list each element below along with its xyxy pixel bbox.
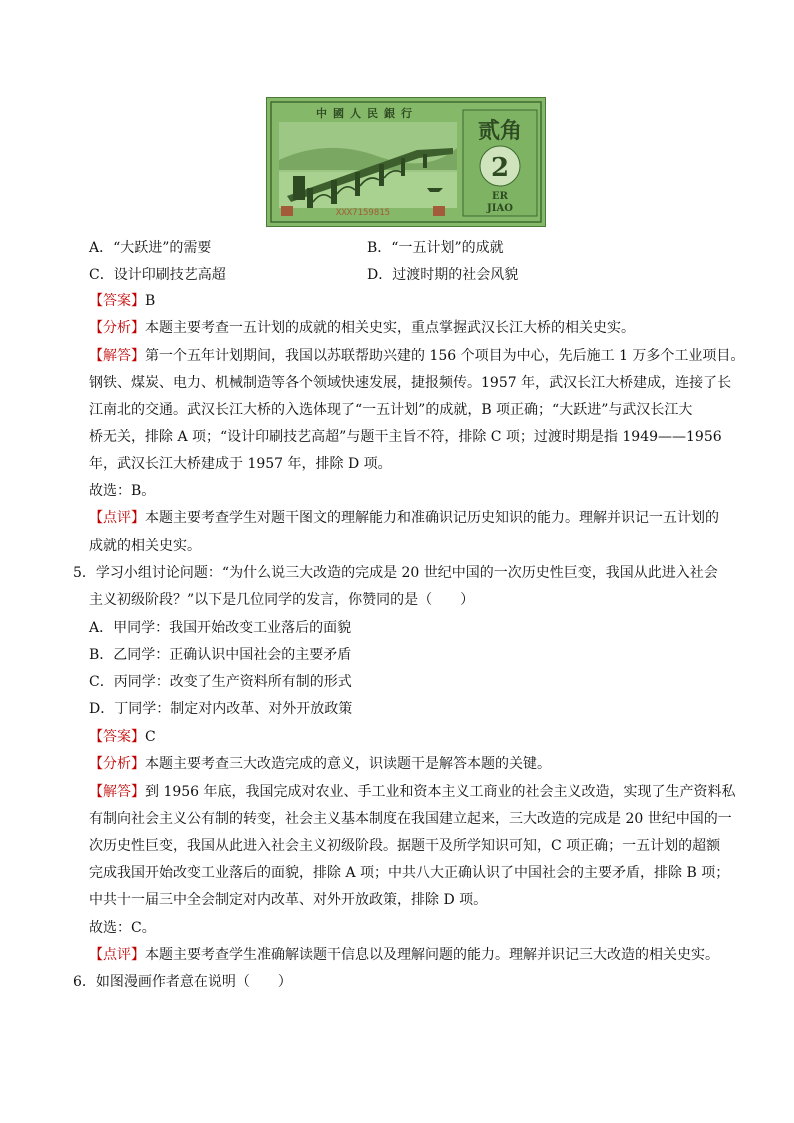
q6-stem: 6．如图漫画作者意在说明（ ） xyxy=(73,974,292,990)
banknote-seal-left xyxy=(281,206,293,216)
banknote-svg xyxy=(267,98,545,226)
q5-solution-text: 到 1956 年底，我国完成对农业、手工业和资本主义工商业的社会主义改造，实现了生产资料私 xyxy=(145,784,736,800)
q4-solution-line xyxy=(89,346,744,366)
banknote-bridge-tower xyxy=(293,176,305,200)
banknote-denomination-en-2: JIAO xyxy=(487,203,513,214)
q5-comment-text: 本题主要考查学生准确解读题干信息以及理解问题的能力。理解并识记三大改造的相关史实。 xyxy=(145,947,719,963)
q4-analysis-tag: 【分析】 xyxy=(89,320,145,336)
q5-analysis xyxy=(89,754,551,774)
q5-stem-line: 5．学习小组讨论问题：“为什么说三大改造的完成是 20 世纪中国的一次历史性巨变，我国从此进入社会 xyxy=(73,565,718,581)
q4-analysis xyxy=(89,318,635,338)
banknote-image xyxy=(266,97,546,227)
q5-answer xyxy=(89,727,156,747)
q4-answer-value: B xyxy=(145,293,156,309)
q5-answer-tag: 【答案】 xyxy=(89,729,145,745)
q4-solution-line: 桥无关，排除 A 项；“设计印刷技艺高超”与题干主旨不符，排除 C 项；过渡时期是指 1949——1956 xyxy=(89,429,722,445)
q5-analysis-tag: 【分析】 xyxy=(89,756,145,772)
q5-stem-line: 主义初级阶段？”以下是几位同学的发言，你赞同的是（ ） xyxy=(89,592,475,608)
q5-option-c: C．丙同学：改变了生产资料所有制的形式 xyxy=(89,674,352,690)
q5-comment-tag: 【点评】 xyxy=(89,947,145,963)
q5-conclusion: 故选：C。 xyxy=(89,920,156,936)
q4-comment-line: 成就的相关史实。 xyxy=(89,538,201,554)
banknote-denomination-en-1: ER xyxy=(492,191,508,202)
banknote-denomination-num: 2 xyxy=(490,153,510,183)
q4-conclusion: 故选：B。 xyxy=(89,483,156,499)
q4-solution-line: 年，武汉长江大桥建成于 1957 年，排除 D 项。 xyxy=(89,456,392,472)
q4-comment-text: 本题主要考查学生对题干图文的理解能力和准确识记历史知识的能力。理解并识记一五计划的 xyxy=(145,510,719,526)
banknote-serial: XXX7159815 xyxy=(335,208,391,218)
banknote-bank-name: 中國人民銀行 xyxy=(316,107,418,120)
q4-option-c: C．设计印刷技艺高超 xyxy=(89,267,226,283)
q5-solution-tag: 【解答】 xyxy=(89,784,145,800)
q5-answer-value: C xyxy=(145,729,156,745)
q5-solution-line: 有制向社会主义公有制的转变，社会主义基本制度在我国建立起来，三大改造的完成是 20 世纪中国的一 xyxy=(89,811,732,827)
q5-comment xyxy=(89,945,719,965)
banknote-denomination-cn: 贰角 xyxy=(477,118,523,144)
q5-solution-line: 中共十一届三中全会制定对内改革、对外开放政策，排除 D 项。 xyxy=(89,892,488,908)
q4-solution-line: 钢铁、煤炭、电力、机械制造等各个领域快速发展，捷报频传。1957 年，武汉长江大桥建成，连接了长 xyxy=(89,375,732,391)
q5-option-d: D．丁同学：制定对内改革、对外开放政策 xyxy=(89,701,353,717)
q4-comment-tag: 【点评】 xyxy=(89,510,145,526)
q4-comment-line xyxy=(89,508,719,528)
q4-solution-tag: 【解答】 xyxy=(89,348,145,364)
q4-option-d: D．过渡时期的社会风貌 xyxy=(367,267,519,283)
q4-option-a: A．“大跃进”的需要 xyxy=(89,240,212,256)
q5-option-a: A．甲同学：我国开始改变工业落后的面貌 xyxy=(89,620,352,636)
banknote-seal-right xyxy=(433,206,445,216)
q5-solution-line: 次历史性巨变，我国从此进入社会主义初级阶段。据题干及所学知识可知，C 项正确；一五计划的超额 xyxy=(89,838,721,854)
q4-analysis-text: 本题主要考查一五计划的成就的相关史实，重点掌握武汉长江大桥的相关史实。 xyxy=(145,320,635,336)
q4-solution-line: 江南北的交通。武汉长江大桥的入选体现了“一五计划”的成就，B 项正确；“大跃进”与武汉长江大 xyxy=(89,402,693,418)
q4-answer-tag: 【答案】 xyxy=(89,293,145,309)
q5-option-b: B．乙同学：正确认识中国社会的主要矛盾 xyxy=(89,647,352,663)
q4-option-b: B．“一五计划”的成就 xyxy=(367,240,504,256)
q5-solution-line: 完成我国开始改变工业落后的面貌，排除 A 项；中共八大正确认识了中国社会的主要矛盾，排除 B 项； xyxy=(89,865,730,881)
q4-answer xyxy=(89,291,155,311)
q5-analysis-text: 本题主要考查三大改造完成的意义，识读题干是解答本题的关键。 xyxy=(145,756,551,772)
q5-solution-line xyxy=(89,782,736,802)
q4-solution-text: 第一个五年计划期间，我国以苏联帮助兴建的 156 个项目为中心，先后施工 1 万多个工业项目。 xyxy=(145,348,745,364)
